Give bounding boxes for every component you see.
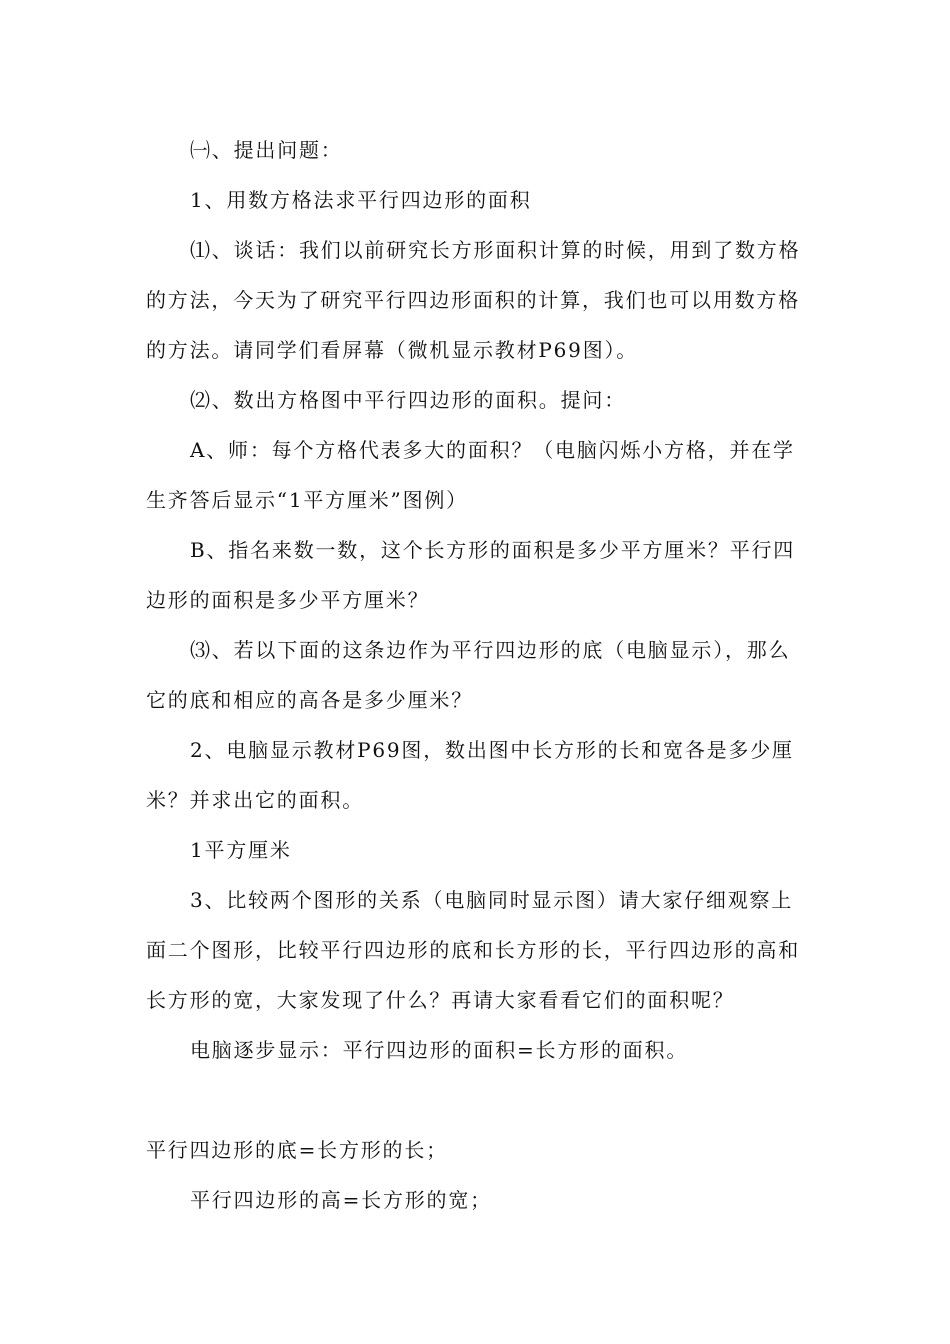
formula-base: 平行四边形的底=长方形的长； xyxy=(146,1138,448,1162)
blank-line xyxy=(146,1075,810,1125)
document-body xyxy=(146,125,810,1225)
paragraph-count-area: ⑵、数出方格图中平行四边形的面积。提问： xyxy=(190,388,626,412)
legend-label: 1平方厘米 xyxy=(190,838,292,862)
paragraph-conclusion: 电脑逐步显示：平行四边形的面积=长方形的面积。 xyxy=(190,1038,689,1062)
paragraph-base-height: ⑶、若以下面的这条边作为平行四边形的底（电脑显示），那么它的底和相应的高各是多少厘米？ xyxy=(146,638,791,712)
paragraph-question-a: A、师：每个方格代表多大的面积？（电脑闪烁小方格，并在学生齐答后显示“1平方厘米”图例） xyxy=(146,438,795,512)
paragraph-talk: ⑴、谈话：我们以前研究长方形面积计算的时候，用到了数方格的方法，今天为了研究平行四边形面积的计算，我们也可以用数方格的方法。请同学们看屏幕（微机显示教材P69图）。 xyxy=(146,238,801,362)
formula-height: 平行四边形的高=长方形的宽； xyxy=(190,1188,492,1212)
step-heading-1: 1、用数方格法求平行四边形的面积 xyxy=(190,188,532,212)
section-heading: ㈠、提出问题： xyxy=(190,138,343,162)
paragraph-question-b: B、指名来数一数，这个长方形的面积是多少平方厘米？平行四边形的面积是多少平方厘米？ xyxy=(146,538,796,612)
step-heading-3: 3、比较两个图形的关系（电脑同时显示图）请大家仔细观察上面二个图形，比较平行四边形的底和长方形的长，平行四边形的高和长方形的宽，大家发现了什么？再请大家看看它们的面积呢？ xyxy=(146,888,800,1012)
step-heading-2: 2、电脑显示教材P69图，数出图中长方形的长和宽各是多少厘米？并求出它的面积。 xyxy=(146,738,794,812)
